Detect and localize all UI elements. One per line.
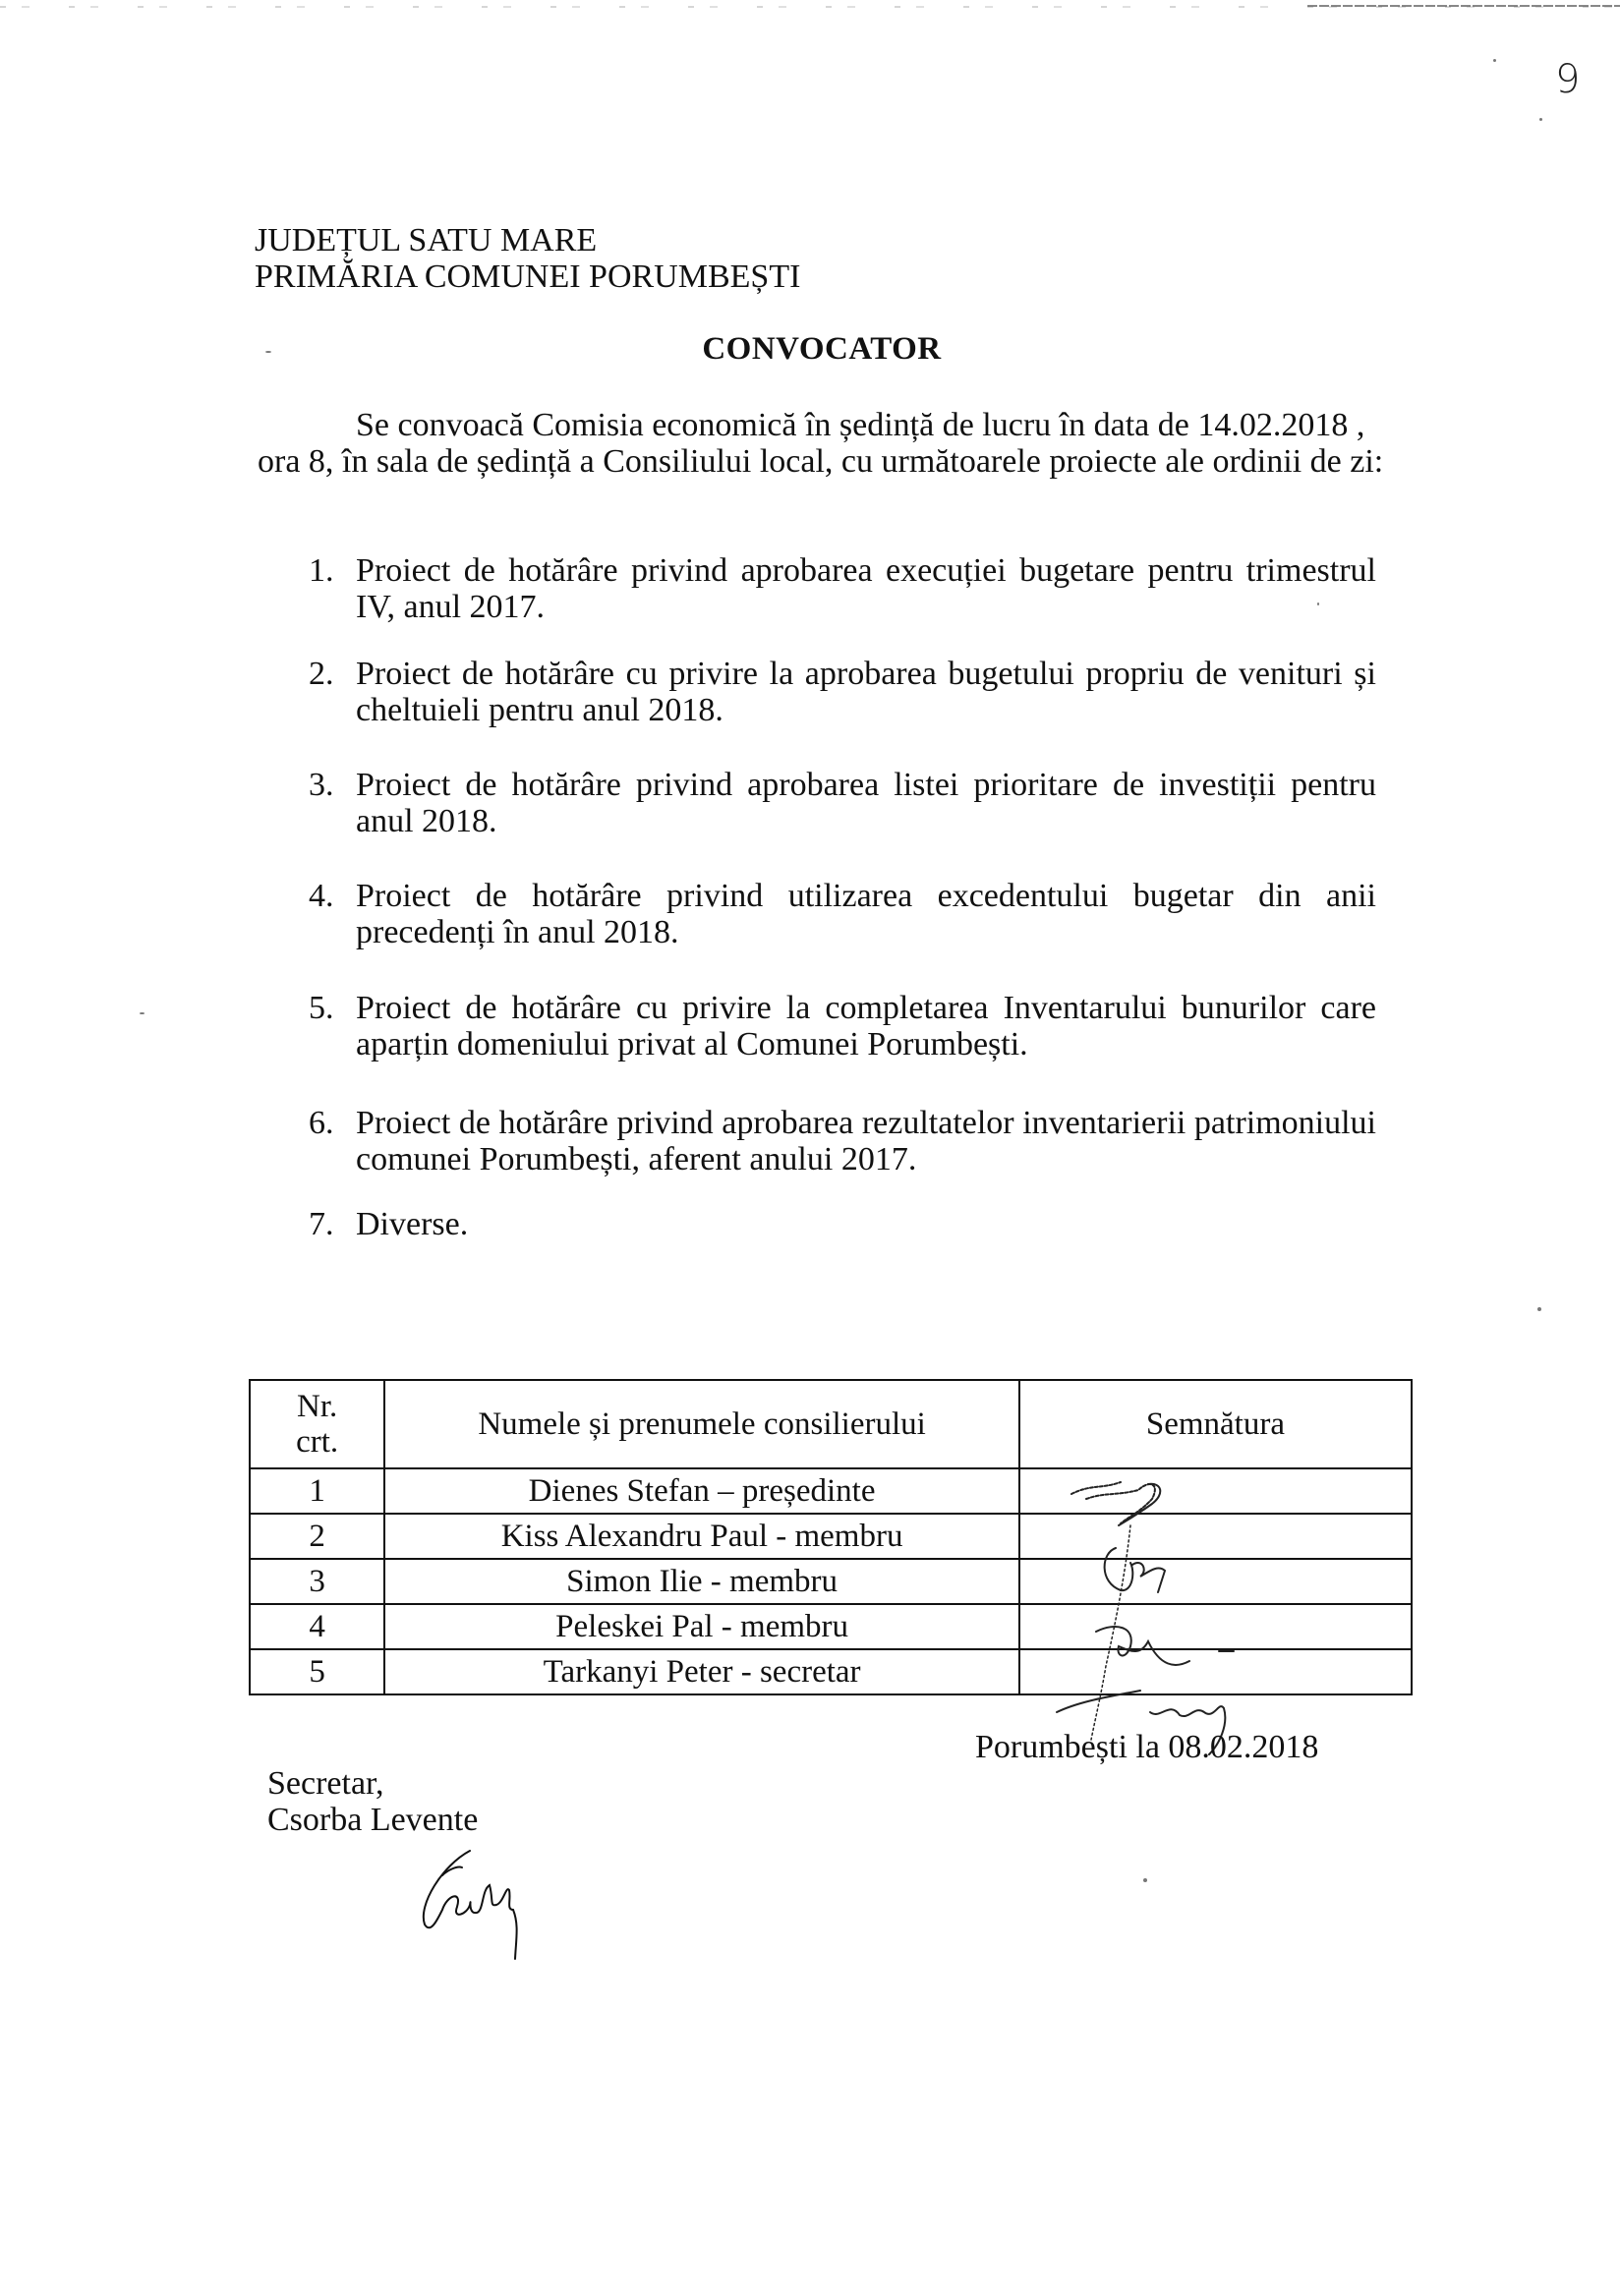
nr-label: Nr.: [297, 1389, 338, 1424]
agenda-item-number: 1.: [309, 552, 334, 589]
agenda-item-number: 2.: [309, 656, 334, 692]
signature-1: [1071, 1482, 1155, 1523]
column-header-name: Numele și prenumele consilierului: [384, 1380, 1019, 1468]
councillor-signatures: [1022, 1455, 1337, 1750]
agenda-item-text: Proiect de hotărâre cu privire la completarea Inventarului bunurilor care aparțin domeniului privat al Comunei Porumbești.: [356, 990, 1376, 1062]
agenda-item-number: 3.: [309, 767, 334, 803]
signature-vertical-stroke: [1091, 1525, 1130, 1740]
councillor-name: Peleskei Pal - membru: [384, 1604, 1019, 1649]
secretary-name: Csorba Levente: [267, 1802, 479, 1838]
scan-speck: [140, 1012, 145, 1014]
agenda-item-text: Proiect de hotărâre privind aprobarea execuției bugetare pentru trimestrul IV, anul 2017.: [356, 552, 1376, 625]
agenda-item-text: Proiect de hotărâre privind aprobarea rezultatelor inventarierii patrimoniului comunei Porumbești, aferent anului 2017.: [356, 1105, 1376, 1177]
scan-speck: [1143, 1878, 1147, 1882]
scan-artifact-top-right: [1307, 5, 1620, 7]
agenda-item-text: Proiect de hotărâre privind aprobarea listei prioritare de investiții pentru anul 2018.: [356, 767, 1376, 839]
agenda-item-number: 5.: [309, 990, 334, 1026]
row-number: 2: [250, 1514, 384, 1559]
intro-line-2: ora 8, în sala de ședință a Consiliului local, cu următoarele proiecte ale ordinii de zi:: [258, 443, 1384, 480]
column-header-nr: [250, 1380, 384, 1468]
scan-speck: [1317, 603, 1319, 605]
scan-speck: [265, 351, 271, 353]
agenda-item-number: 6.: [309, 1105, 334, 1141]
councillor-name: Dienes Stefan – președinte: [384, 1468, 1019, 1514]
institution-name: PRIMĂRIA COMUNEI PORUMBEȘTI: [255, 258, 801, 295]
crt-label: crt.: [296, 1424, 339, 1460]
scan-speck: [1493, 59, 1496, 62]
county-name: JUDEȚUL SATU MARE: [255, 222, 598, 258]
intro-line-1: Se convoacă Comisia economică în ședință de lucru în data de 14.02.2018 ,: [356, 407, 1365, 443]
agenda-item-number: 7.: [309, 1206, 334, 1242]
signature-2: [1105, 1548, 1165, 1592]
column-header-signature: Semnătura: [1019, 1380, 1412, 1468]
secretary-signature: [413, 1846, 531, 1964]
agenda-item-text: Diverse.: [356, 1206, 469, 1242]
agenda-item-text: Proiect de hotărâre cu privire la aprobarea bugetului propriu de venituri și cheltuieli pentru anul 2018.: [356, 656, 1376, 728]
row-number: 1: [250, 1468, 384, 1514]
councillor-name: Tarkanyi Peter - secretar: [384, 1649, 1019, 1694]
secretary-role: Secretar,: [267, 1765, 384, 1802]
document-header: [255, 222, 800, 295]
row-number: 5: [250, 1649, 384, 1694]
scan-speck: [1539, 118, 1542, 121]
page-number: 9: [1555, 57, 1581, 102]
document-title: CONVOCATOR: [702, 331, 942, 367]
scan-speck: [1537, 1307, 1541, 1311]
place-and-date: Porumbești la 08.02.2018: [975, 1729, 1319, 1765]
agenda-item-number: 4.: [309, 878, 334, 914]
signature-4: [1096, 1627, 1234, 1665]
agenda-item-text: Proiect de hotărâre privind utilizarea excedentului bugetar din anii precedenți în anul 2018.: [356, 878, 1376, 950]
councillor-name: Kiss Alexandru Paul - membru: [384, 1514, 1019, 1559]
councillor-name: Simon Ilie - membru: [384, 1559, 1019, 1604]
row-number: 3: [250, 1559, 384, 1604]
row-number: 4: [250, 1604, 384, 1649]
secretary-block: [267, 1765, 478, 1838]
